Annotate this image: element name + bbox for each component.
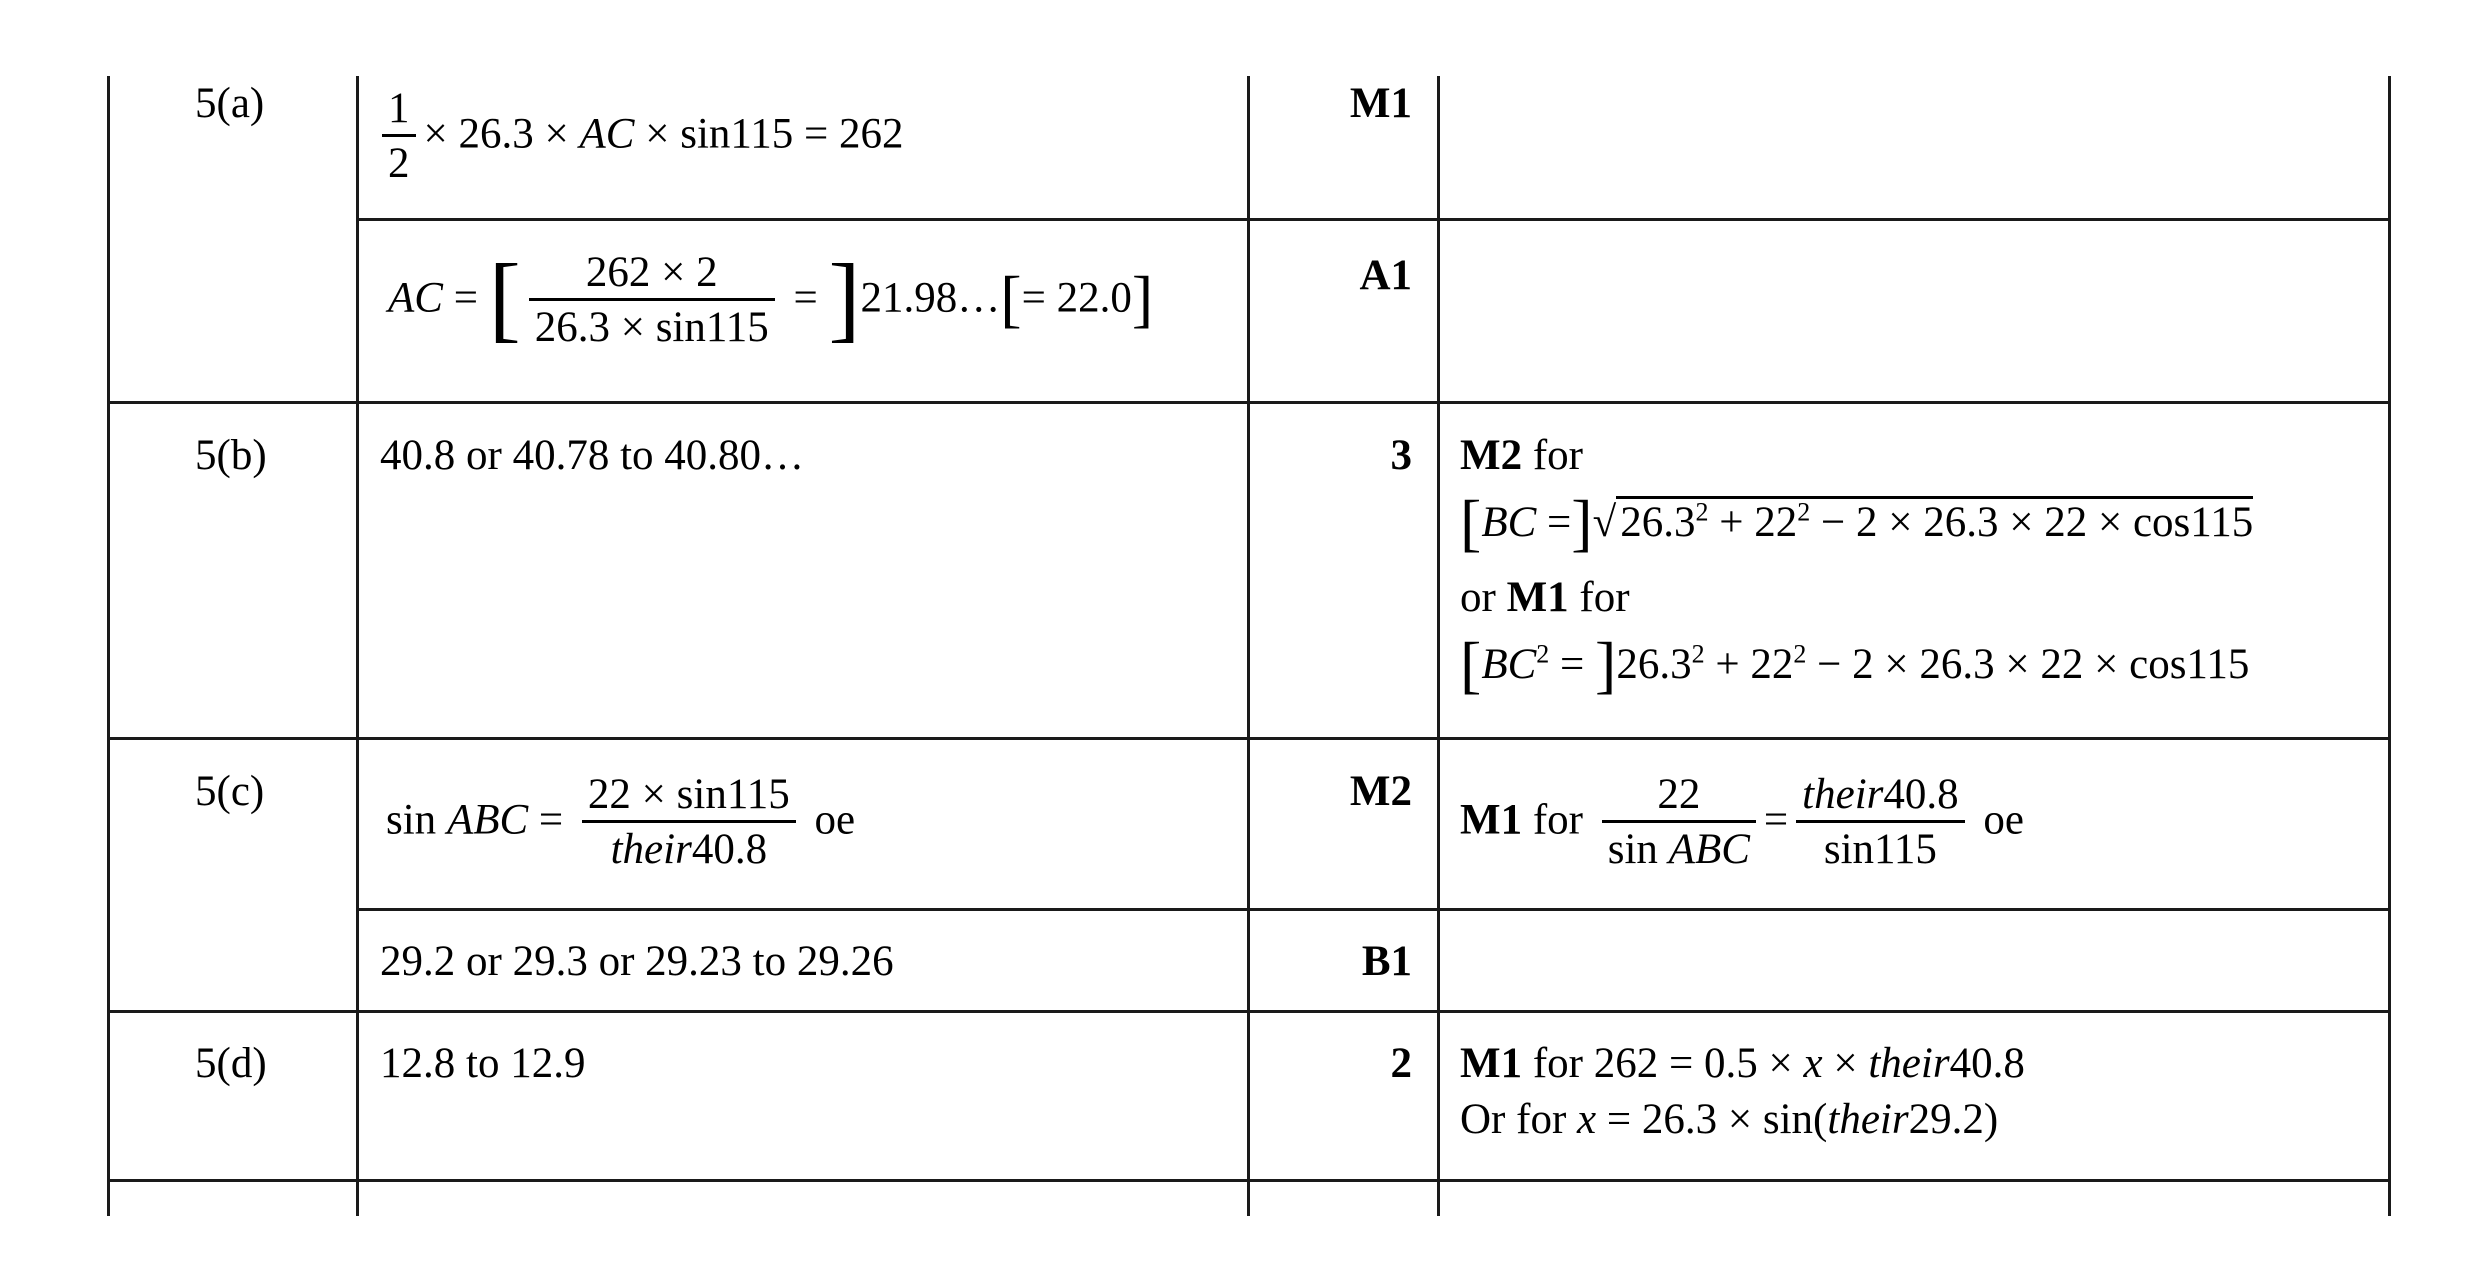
- table-rule-h2: [107, 401, 2391, 404]
- q5a-ac-calculation: AC = [ $\frac{262 \times 2}{26.3 \times \sin 115}$ = ]21.98…[= 22.0]: [388, 248, 1153, 355]
- q5b-answer: 40.8 or 40.78 to 40.80…: [380, 432, 805, 479]
- table-rule-h6: [107, 1179, 2391, 1182]
- question-number-5d: 5(d): [195, 1040, 267, 1087]
- q5c-angle-answer: 29.2 or 29.3 or 29.23 to 29.26: [380, 938, 894, 985]
- table-rule-v4: [1437, 76, 1440, 1216]
- mark-5c-b1: B1: [1361, 938, 1412, 985]
- table-rule-h3: [107, 737, 2391, 740]
- q5c-guidance: M1 for $\frac{22}{\text{sin ABC}}$ = $\frac{\text{their40.8}}{\sin 115}$ oe: [1460, 770, 2024, 877]
- table-rule-h1: [356, 218, 2391, 221]
- q5c-sine-rule: sin ABC = $\frac{22 \times \sin 115}{\text{their40.8}}$ oe: [386, 770, 855, 877]
- table-rule-h4: [356, 908, 2391, 911]
- q5d-guidance-line2: Or for x = 26.3 × sin(their29.2): [1460, 1096, 1999, 1143]
- table-rule-h5: [107, 1010, 2391, 1013]
- q5b-guidance: M2 for: [1460, 432, 1583, 479]
- mark-5d: 2: [1390, 1040, 1412, 1087]
- mark-5b: 3: [1390, 432, 1412, 479]
- question-number-5a: 5(a): [195, 80, 265, 127]
- table-rule-v2: [356, 76, 359, 1216]
- question-number-5c: 5(c): [195, 768, 265, 815]
- q5d-guidance-line1: M1 for 262 = 0.5 × x × their40.8: [1460, 1040, 2025, 1087]
- sine-rule-fraction: $\frac{22 \times \sin 115}{\text{their40.8}}$: [582, 770, 796, 877]
- mark-5a-a1: A1: [1359, 252, 1412, 299]
- mark-5a-m1: M1: [1349, 80, 1412, 127]
- table-rule-v1: [107, 76, 110, 1216]
- q5b-cosine-rule-square: $[BC^2 = ]26.3^2 + 22^2 - 2 \times 26.3 \times 22 \times \cos 115$: [1460, 629, 2250, 700]
- half-fraction: $\frac{1}{2}$: [382, 84, 416, 191]
- guidance-fraction-right: $\frac{\text{their40.8}}{\sin 115}$: [1796, 770, 1964, 877]
- q5d-answer: 12.8 to 12.9: [380, 1040, 586, 1087]
- guidance-fraction-left: $\frac{22}{\text{sin ABC}}$: [1602, 770, 1756, 877]
- mark-5c-m2: M2: [1349, 768, 1412, 815]
- q5b-cosine-rule-root: $[BC =]√26.3^2 + 22^2 - 2 \times 26.3 \times 22 \times \cos 115$: [1460, 487, 2254, 558]
- table-rule-v5: [2388, 76, 2391, 1216]
- ac-fraction: $\frac{262 \times 2}{26.3 \times \sin 115}$: [529, 248, 775, 355]
- question-number-5b: 5(b): [195, 432, 267, 479]
- q5a-area-equation: $\frac{1}{2}$ × 26.3 × AC × sin115 = 262: [382, 84, 904, 191]
- table-rule-v3: [1247, 76, 1250, 1216]
- q5b-or-m1: or M1 for: [1460, 574, 1630, 621]
